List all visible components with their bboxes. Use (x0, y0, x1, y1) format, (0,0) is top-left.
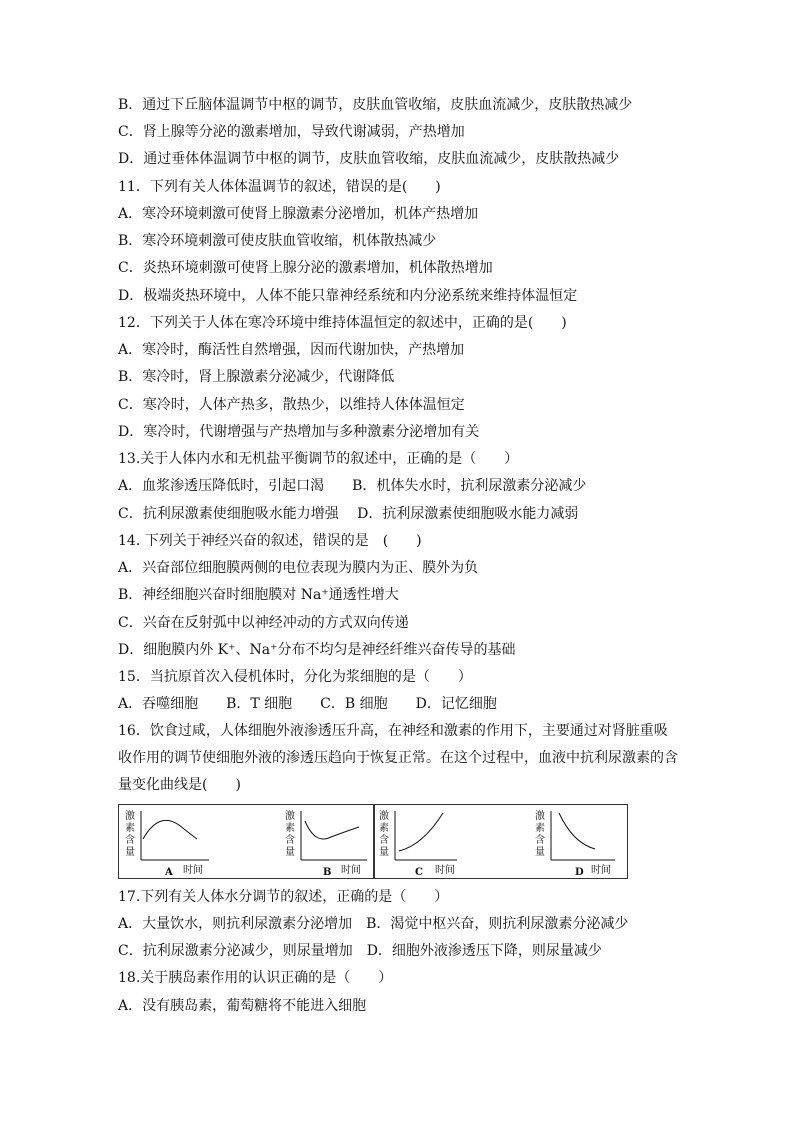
graph-d-curve (559, 813, 595, 849)
graph-d-ylabel-3: 含 (535, 835, 545, 846)
graph-c-xlabel: 时间 (435, 865, 455, 876)
q14-option-d: D．细胞膜内外 K⁺、Na⁺分布不均匀是神经纤维兴奋传导的基础 (118, 642, 516, 658)
q10-option-c: C．肾上腺等分泌的激素增加，导致代谢减弱，产热增加 (118, 124, 465, 140)
graph-cd-svg (375, 805, 629, 880)
graph-b-ylabel-2: 素 (285, 823, 295, 834)
q17-stem: 17.下列有关人体水分调节的叙述，正确的是（ ） (118, 889, 449, 905)
graph-d-ylabel-4: 量 (535, 847, 545, 858)
q17-options-ab: A．大量饮水，则抗利尿激素分泌增加 B．渴觉中枢兴奋，则抗利尿激素分泌减少 (118, 916, 629, 932)
graph-b-xlabel: 时间 (341, 865, 361, 876)
q16-stem: 16．饮食过咸，人体细胞外液渗透压升高，在神经和激素的作用下，主要通过对肾脏重吸收作用的调节使细胞外液的渗透压趋向于恢复正常。在这个过程中，血液中抗利尿激素的含量变化曲线是( ) (118, 723, 678, 793)
graph-a (125, 809, 209, 878)
q13-stem: 13.关于人体内水和无机盐平衡调节的叙述中，正确的是（ ） (118, 451, 519, 467)
q12-stem: 12．下列关于人体在寒冷环境中维持体温恒定的叙述中，正确的是( ) (118, 315, 567, 331)
q10-option-d: D．通过垂体体温调节中枢的调节，皮肤血管收缩，皮肤血流减少，皮肤散热减少 (118, 151, 620, 167)
q12-option-a: A．寒冷时，酶活性自然增强，因而代谢加快，产热增加 (118, 342, 465, 358)
graph-a-ylabel-1: 激 (125, 811, 135, 822)
graph-b-curve (305, 821, 359, 839)
q12-option-d: D．寒冷时，代谢增强与产热增加与多种激素分泌增加有关 (118, 424, 480, 440)
graph-panel-cd (374, 804, 628, 879)
q11-option-a: A．寒冷环境刺激可使肾上腺激素分泌增加，机体产热增加 (118, 206, 479, 222)
q14-option-c: C．兴奋在反射弧中以神经冲动的方式双向传递 (118, 615, 409, 631)
graph-panel-ab (118, 804, 374, 879)
q10-option-b: B．通过下丘脑体温调节中枢的调节，皮肤血管收缩，皮肤血流减少，皮肤散热减少 (118, 97, 633, 113)
graph-c-ylabel-4: 量 (379, 847, 389, 858)
q13-options-ab: A．血浆渗透压降低时，引起口渴 B．机体失水时，抗利尿激素分泌减少 (118, 478, 587, 494)
graph-a-ylabel-4: 量 (125, 847, 135, 858)
graph-c-ylabel-1: 激 (379, 811, 389, 822)
graph-b-ylabel-4: 量 (285, 847, 295, 858)
graph-b-label: B (323, 867, 332, 878)
graph-c-ylabel-3: 含 (379, 835, 389, 846)
graph-d-ylabel-1: 激 (535, 811, 545, 822)
q14-option-b: B．神经细胞兴奋时细胞膜对 Na⁺通透性增大 (118, 587, 399, 603)
q14-stem: 14. 下列关于神经兴奋的叙述，错误的是 ( ) (118, 533, 422, 549)
graph-d-label: D (575, 867, 584, 878)
graph-a-curve (143, 820, 197, 839)
graph-c-label: C (415, 867, 423, 878)
q11-option-c: C．炎热环境刺激可使肾上腺分泌的激素增加，机体散热增加 (118, 260, 493, 276)
graph-b-ylabel-1: 激 (285, 811, 295, 822)
graph-c (379, 809, 457, 878)
q11-option-d: D．极端炎热环境中，人体不能只靠神经系统和内分泌系统来维持体温恒定 (118, 288, 578, 304)
graph-b (285, 809, 367, 878)
q13-options-cd: C．抗利尿激素使细胞吸水能力增强 D．抗利尿激素使细胞吸水能力减弱 (118, 506, 579, 522)
graph-c-ylabel-2: 素 (379, 823, 389, 834)
q12-option-b: B．寒冷时，肾上腺激素分泌减少，代谢降低 (118, 369, 395, 385)
q14-option-a: A．兴奋部位细胞膜两侧的电位表现为膜内为正、膜外为负 (118, 560, 479, 576)
graph-a-ylabel-2: 素 (125, 823, 135, 834)
q18-stem: 18.关于胰岛素作用的认识正确的是（ ） (118, 970, 393, 986)
graph-d-xlabel: 时间 (591, 865, 611, 876)
q17-options-cd: C．抗利尿激素分泌减少，则尿量增加 D．细胞外液渗透压下降，则尿量减少 (118, 943, 602, 959)
q15-options: A．吞噬细胞 B．T 细胞 C．B 细胞 D．记忆细胞 (118, 696, 497, 712)
q11-option-b: B．寒冷环境刺激可使皮肤血管收缩，机体散热减少 (118, 233, 437, 249)
q15-stem: 15．当抗原首次入侵机体时，分化为浆细胞的是（ ） (118, 669, 472, 685)
q16-graphs-figure (118, 804, 628, 879)
graph-d (535, 809, 615, 878)
graph-d-ylabel-2: 素 (535, 823, 545, 834)
graph-a-ylabel-3: 含 (125, 835, 135, 846)
graph-a-label: A (165, 867, 173, 878)
graph-ab-svg (119, 805, 375, 880)
graph-b-ylabel-3: 含 (285, 835, 295, 846)
q18-option-a: A．没有胰岛素，葡萄糖将不能进入细胞 (118, 998, 367, 1014)
graph-a-xlabel: 时间 (183, 865, 203, 876)
graph-c-curve (399, 813, 443, 851)
q11-stem: 11．下列有关人体体温调节的叙述，错误的是( ) (118, 179, 441, 195)
q12-option-c: C．寒冷时，人体产热多，散热少，以维持人体体温恒定 (118, 397, 465, 413)
